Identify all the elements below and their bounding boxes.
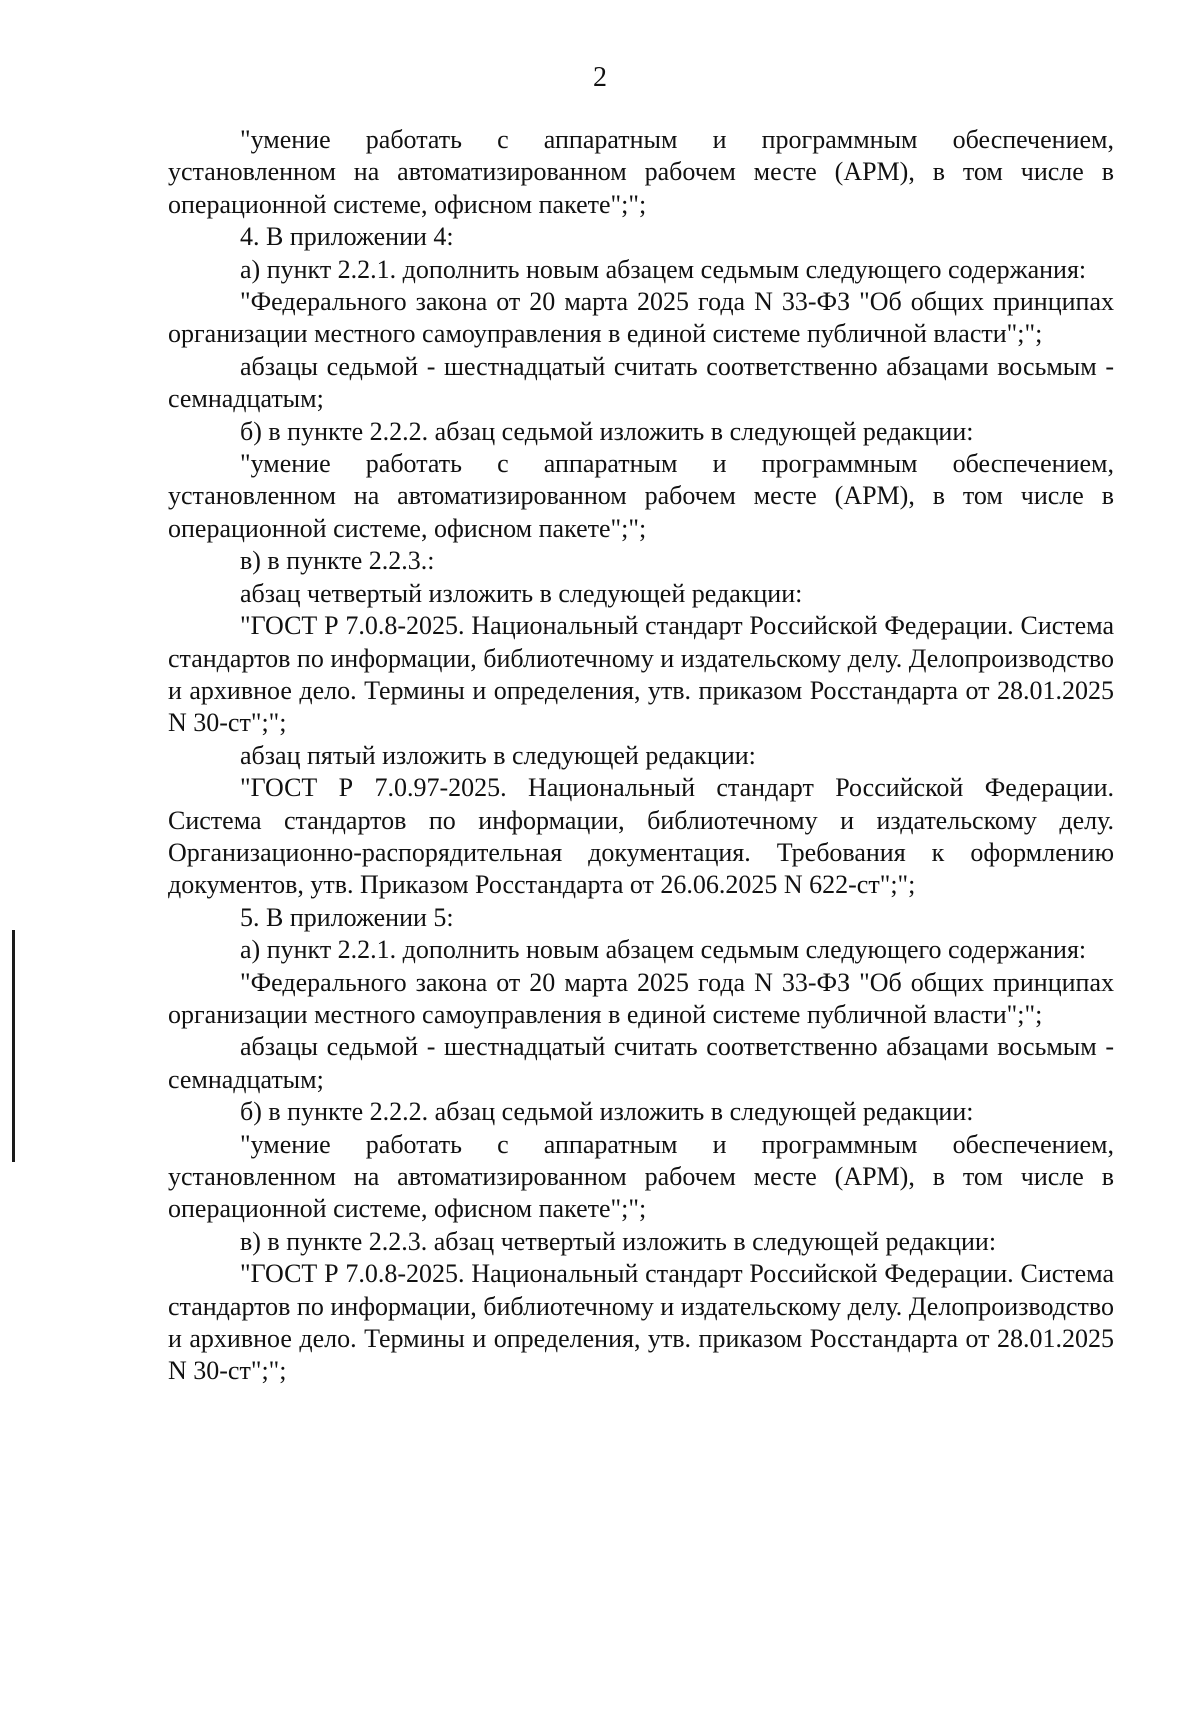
paragraph-appendix-4-skills: "умение работать с аппаратным и программным обеспечением, установленном на автоматизированном рабочем месте (АРМ), в том числе в операционной системе, офисном пакете";"; [168,449,1114,543]
scan-edge-mark [12,930,15,1162]
paragraph-appendix-4-item-b: б) в пункте 2.2.2. абзац седьмой изложить в следующей редакции: [240,416,974,446]
paragraph-appendix-5-skills: "умение работать с аппаратным и программным обеспечением, установленном на автоматизированном рабочем месте (АРМ), в том числе в операционной системе, офисном пакете";"; [168,1129,1114,1224]
paragraph-appendix-5-federal-law: "Федерального закона от 20 марта 2025 года N 33-ФЗ "Об общих принципах организации местного самоуправления в единой системе публичной власти";"; [168,967,1114,1029]
paragraph-appendix-4-fifth-abzac: абзац пятый изложить в следующей редакции: [240,740,756,770]
paragraph-appendix-5-item-a: а) пункт 2.2.1. дополнить новым абзацем седьмым следующего содержания: [240,935,1087,965]
paragraph-appendix-4-gost-7-0-97: "ГОСТ Р 7.0.97-2025. Национальный стандарт Российской Федерации. Система стандартов по информации, библиотечному и издательскому делу. Организационно-распорядительная документация. Требования к оформлению документов, утв. Приказом Росстандарта от 26.06.2025 N 622-ст";"; [168,773,1114,900]
paragraph-appendix-5-renumbering: абзацы седьмой - шестнадцатый считать соответственно абзацами восьмым - семнадцатым; [168,1032,1114,1094]
page-number: 2 [593,62,607,93]
paragraph-appendix-4-item-v: в) в пункте 2.2.3.: [240,546,435,576]
paragraph-appendix-4-renumbering: абзацы седьмой - шестнадцатый считать соответственно абзацами восьмым - семнадцатым; [168,351,1114,414]
document-body [168,124,1114,1388]
paragraph-appendix-4-item-a: а) пункт 2.2.1. дополнить новым абзацем седьмым следующего содержания: [240,254,1087,284]
paragraph-appendix-4-heading: 4. В приложении 4: [240,222,454,252]
paragraph-requirement-skills: "умение работать с аппаратным и программным обеспечением, установленном на автоматизированном рабочем месте (АРМ), в том числе в операционной системе, офисном пакете";"; [168,125,1114,219]
paragraph-appendix-4-fourth-abzac: абзац четвертый изложить в следующей редакции: [240,578,803,608]
paragraph-appendix-4-gost-7-0-8: "ГОСТ Р 7.0.8-2025. Национальный стандарт Российской Федерации. Система стандартов по информации, библиотечному и издательскому делу. Делопроизводство и архивное дело. Термины и определения, утв. приказом Росстандарта от 28.01.2025 N 30-ст";"; [168,611,1114,738]
paragraph-appendix-5-item-v: в) в пункте 2.2.3. абзац четвертый изложить в следующей редакции: [240,1226,997,1256]
paragraph-appendix-5-item-b: б) в пункте 2.2.2. абзац седьмой изложить в следующей редакции: [240,1097,974,1127]
paragraph-appendix-4-federal-law: "Федерального закона от 20 марта 2025 года N 33-ФЗ "Об общих принципах организации местного самоуправления в единой системе публичной власти";"; [168,287,1114,349]
paragraph-appendix-5-gost-7-0-8: "ГОСТ Р 7.0.8-2025. Национальный стандарт Российской Федерации. Система стандартов по информации, библиотечному и издательскому делу. Делопроизводство и архивное дело. Термины и определения, утв. приказом Росстандарта от 28.01.2025 N 30-ст";"; [168,1259,1114,1386]
paragraph-appendix-5-heading: 5. В приложении 5: [240,902,454,932]
